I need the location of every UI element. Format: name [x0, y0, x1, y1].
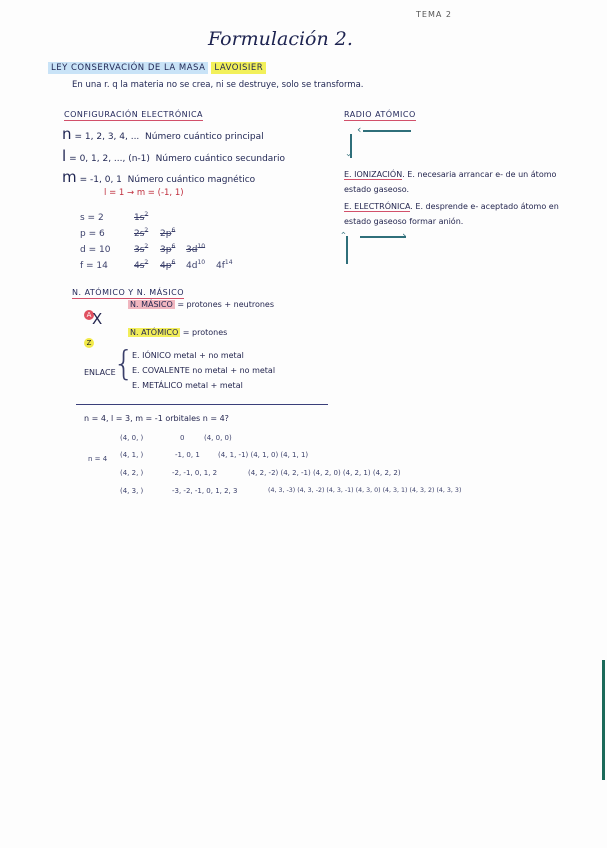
- enlace-covalente: E. COVALENTE no metal + no metal: [132, 366, 276, 375]
- q-row-4-tuple: (4, 3, ): [120, 487, 144, 495]
- ionizacion-note: [344, 167, 579, 197]
- electro-text: . E. desprende e- aceptado átomo en estado gaseoso formar anión.: [344, 202, 559, 226]
- trend-arrow-up-shaft: [346, 236, 348, 264]
- n-label: Número cuántico principal: [145, 132, 264, 142]
- orbital-4f: $4f^{14}$: [216, 259, 233, 271]
- marker-a: A: [84, 302, 94, 321]
- l-values: = 0, 1, 2, ..., (n-1): [69, 154, 150, 164]
- arrow-up-icon: ›: [338, 231, 349, 235]
- ionizacion-label: E. IONIZACIÓN: [344, 170, 403, 179]
- orbital-s-capacity: s = 2: [80, 213, 104, 223]
- q-row-4-list: (4, 3, -3) (4, 3, -2) (4, 3, -1) (4, 3, 0) (4, 3, 1) (4, 3, 2) (4, 3, 3): [268, 487, 462, 494]
- orbital-3p: $3p^6$: [160, 243, 176, 255]
- q-row-1-list: (4, 0, 0): [204, 434, 232, 442]
- atomico-line: [128, 328, 227, 337]
- orbital-3s: $3s^2$: [134, 243, 149, 255]
- m-label: Número cuántico magnético: [127, 175, 256, 185]
- n-values: = 1, 2, 3, 4, ...: [74, 132, 140, 142]
- n4-label: n = 4: [88, 455, 108, 463]
- masico-line: [128, 300, 274, 309]
- radio-heading: RADIO ATÓMICO: [344, 110, 416, 119]
- element-symbol: X: [92, 310, 103, 328]
- orbital-3d: $3d^{10}$: [186, 243, 206, 255]
- marker-z: Z: [84, 330, 94, 349]
- n-quantum-line: [62, 125, 264, 143]
- q-row-3-ms: -2, -1, 0, 1, 2: [172, 469, 218, 477]
- electro-label: E. ELECTRÓNICA: [344, 202, 411, 211]
- arrow-down-icon: ›: [342, 153, 353, 157]
- divider: [76, 404, 328, 405]
- law-statement: En una r. q la materia no se crea, ni se destruye, solo se transforma.: [72, 80, 364, 90]
- orbital-f-capacity: f = 14: [80, 261, 108, 271]
- ionizacion-text: . E. necesaria arrancar e- de un átomo estado gaseoso.: [344, 170, 557, 194]
- atomic-heading: N. ATÓMICO Y N. MÁSICO: [72, 288, 184, 297]
- q-row-1-tuple: (4, 0, ): [120, 434, 144, 442]
- orbital-2p: $2p^6$: [160, 227, 176, 239]
- q-row-4-ms: -3, -2, -1, 0, 1, 2, 3: [172, 487, 238, 495]
- q-row-2-ms: -1, 0, 1: [175, 451, 200, 459]
- topic-label: TEMA 2: [416, 10, 452, 19]
- masico-label: N. MÁSICO: [130, 300, 173, 309]
- enlace-ionico: E. IÓNICO metal + no metal: [132, 351, 244, 360]
- trend-arrow-right-shaft: [360, 236, 406, 238]
- q-row-2-tuple: (4, 1, ): [120, 451, 144, 459]
- atomico-text: = protones: [182, 328, 228, 337]
- arrow-left-icon: ‹: [357, 123, 362, 136]
- orbital-4d: $4d^{10}$: [186, 259, 206, 271]
- page-edge-stripe: [602, 660, 605, 780]
- masico-text: = protones + neutrones: [177, 300, 274, 309]
- l-quantum-line: [62, 147, 285, 165]
- enlace-label: ENLACE: [84, 368, 116, 377]
- orbital-4s: $4s^2$: [134, 259, 149, 271]
- config-heading: CONFIGURACIÓN ELECTRÓNICA: [64, 110, 204, 119]
- arrow-right-icon: ›: [402, 229, 407, 242]
- n-symbol: n: [62, 125, 72, 143]
- m-quantum-line: [62, 168, 255, 186]
- enlace-metalico: E. METÁLICO metal + metal: [132, 381, 243, 390]
- electro-note: [344, 199, 579, 229]
- orbital-p-capacity: p = 6: [80, 229, 105, 239]
- law-author: LAVOISIER: [211, 62, 266, 74]
- orbital-2s: $2s^2$: [134, 227, 149, 239]
- m-values: = -1, 0, 1: [79, 175, 122, 185]
- m-example: l = 1 → m = (-1, 1): [104, 188, 184, 198]
- orbital-1s: $1s^2$: [134, 211, 149, 223]
- q-row-3-tuple: (4, 2, ): [120, 469, 144, 477]
- page-title: Formulación 2.: [208, 28, 353, 50]
- l-symbol: l: [62, 147, 67, 165]
- atomico-label: N. ATÓMICO: [130, 328, 179, 337]
- orbital-4p: $4p^6$: [160, 259, 176, 271]
- law-name: LEY CONSERVACIÓN DE LA MASA: [48, 62, 208, 74]
- quantum-question: n = 4, l = 3, m = -1 orbitales n = 4?: [84, 414, 229, 423]
- radio-arrow-left-shaft: [363, 130, 411, 132]
- m-symbol: m: [62, 168, 77, 186]
- enlace-brace: {: [113, 344, 135, 384]
- l-label: Número cuántico secundario: [155, 154, 286, 164]
- q-row-1-ms: 0: [180, 434, 185, 442]
- orbital-d-capacity: d = 10: [80, 245, 111, 255]
- q-row-3-list: (4, 2, -2) (4, 2, -1) (4, 2, 0) (4, 2, 1) (4, 2, 2): [248, 469, 401, 477]
- law-heading: [48, 63, 266, 73]
- q-row-2-list: (4, 1, -1) (4, 1, 0) (4, 1, 1): [218, 451, 309, 459]
